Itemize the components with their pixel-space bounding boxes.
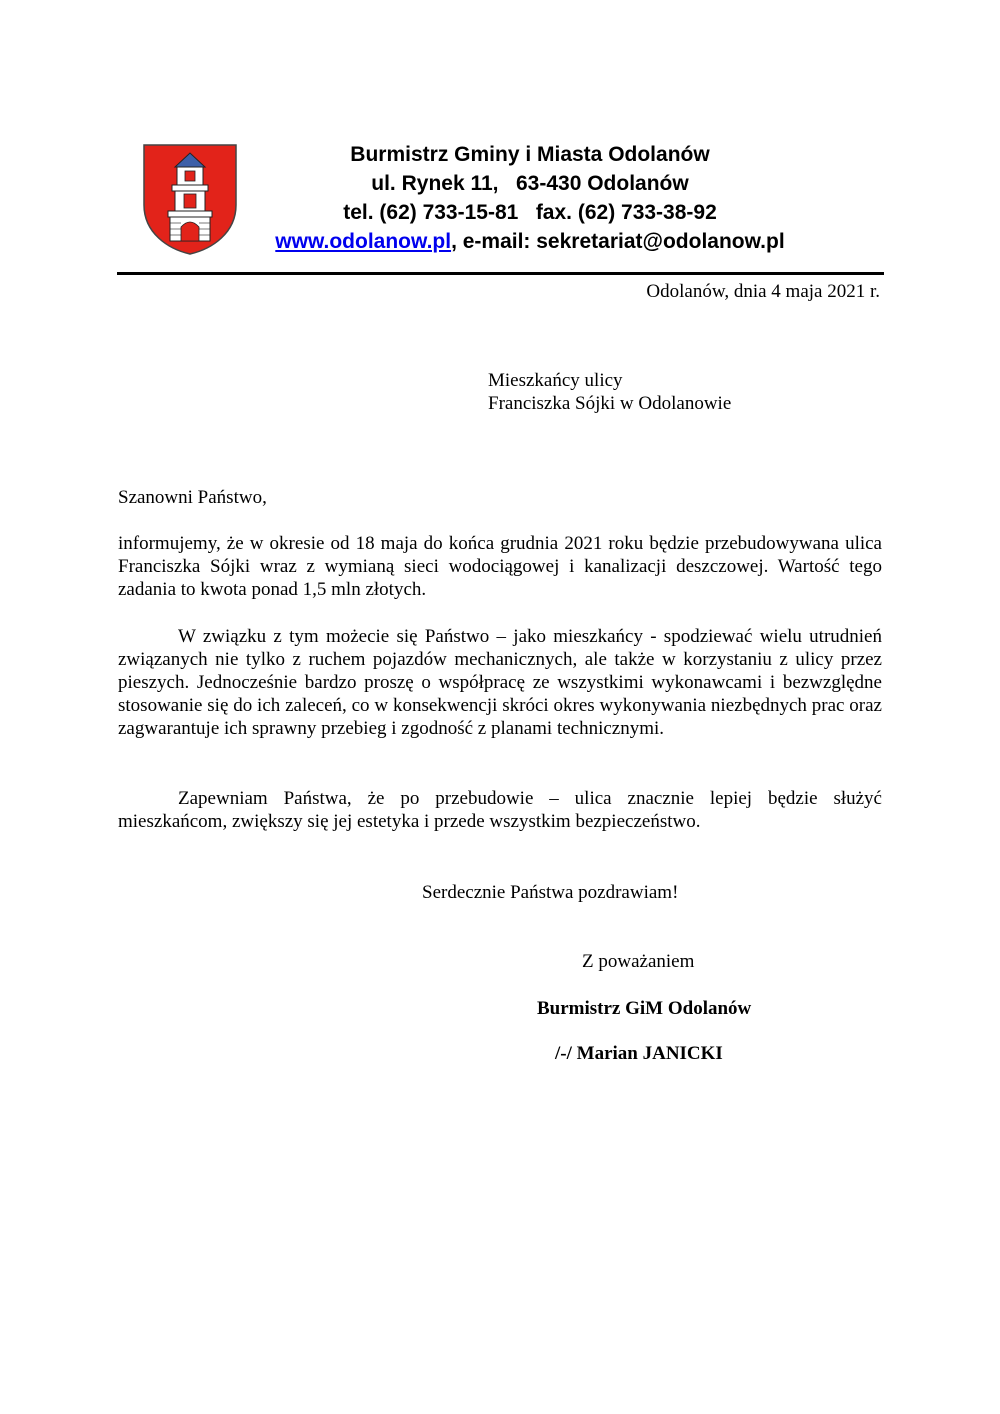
letter-date: Odolanów, dnia 4 maja 2021 r.: [646, 281, 880, 302]
closing-greeting: Serdecznie Państwa pozdrawiam!: [422, 882, 679, 903]
letterhead-title: Burmistrz Gminy i Miasta Odolanów: [350, 143, 710, 166]
signatory-name: /-/ Marian JANICKI: [555, 1043, 723, 1064]
header-divider: [117, 272, 884, 275]
paragraph-3: Zapewniam Państwa, że po przebudowie – ulica znacznie lepiej będzie służyć mieszkańcom, zwiększy się jej estetyka i przede wszystkim bezpieczeństwo.: [118, 788, 882, 832]
letterhead-contact: [250, 227, 810, 256]
letterhead-address: ul. Rynek 11, 63-430 Odolanów: [371, 172, 689, 195]
letterhead: [250, 140, 810, 256]
signatory-title: Burmistrz GiM Odolanów: [537, 998, 752, 1019]
paragraph-1: informujemy, że w okresie od 18 maja do końca grudnia 2021 roku będzie przebudowywana ulica Franciszka Sójki wraz z wymianą sieci wodociągowej i kanalizacji deszczowej. Wartość tego zadania to kwota ponad 1,5 mln złotych.: [118, 533, 882, 600]
letterhead-phone: tel. (62) 733-15-81 fax. (62) 733-38-92: [343, 201, 717, 224]
salutation: Szanowni Państwo,: [118, 487, 267, 508]
recipient-block: [488, 369, 731, 415]
paragraph-2: W związku z tym możecie się Państwo – jako mieszkańcy - spodziewać wielu utrudnień związanych nie tylko z ruchem pojazdów mechanicznych, ale także w korzystaniu z ulicy przez pieszych. Jednocześnie bardzo proszę o współpracę ze wszystkimi wykonawcami i bezwzględne stosowanie się do ich zaleceń, co w konsekwencji skróci okres wykonywania niezbędnych prac oraz zagwarantuje ich sprawny przebieg i zgodność z planami technicznymi.: [118, 626, 882, 739]
website-link[interactable]: www.odolanow.pl: [275, 230, 452, 253]
recipient-line-1: Mieszkańcy ulicy: [488, 370, 623, 391]
coat-of-arms-tower-icon: [142, 143, 238, 256]
regards-line: Z poważaniem: [582, 951, 695, 972]
recipient-line-2: Franciszka Sójki w Odolanowie: [488, 393, 732, 414]
letterhead-email: , e-mail: sekretariat@odolanow.pl: [451, 230, 785, 253]
